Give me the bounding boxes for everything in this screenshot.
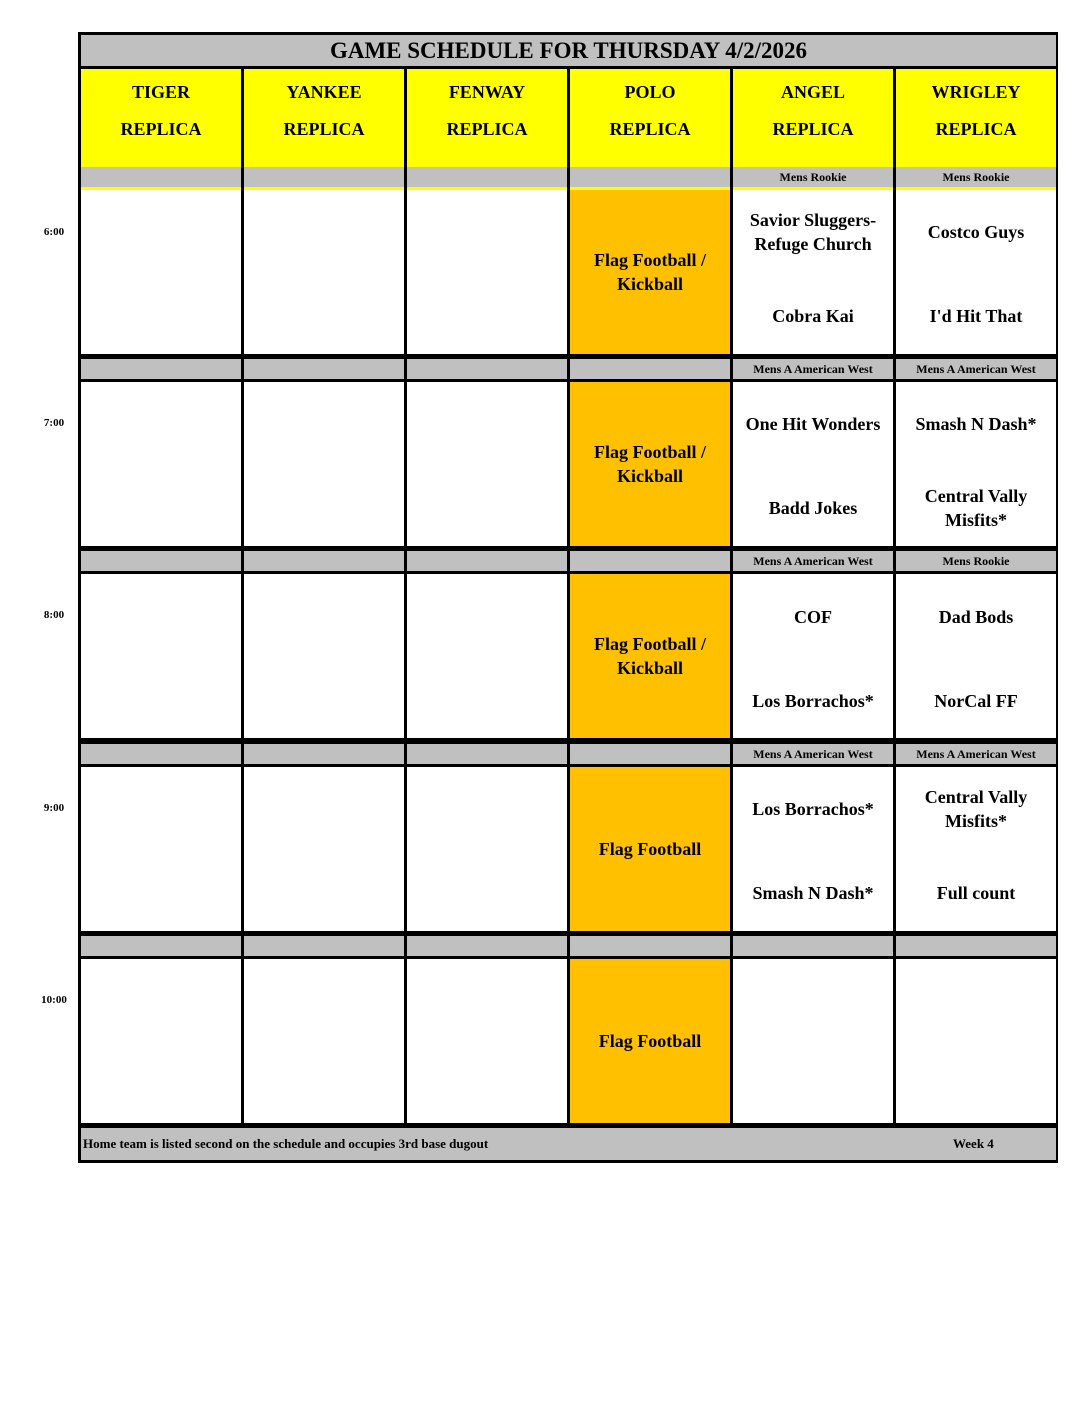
- field-name: POLO: [624, 82, 676, 102]
- division-band: [81, 744, 241, 764]
- division-label: Mens A American West: [733, 359, 893, 379]
- slot-cell: [407, 959, 567, 1123]
- field-name: FENWAY: [448, 82, 526, 102]
- field-name: WRIGLEY: [931, 82, 1021, 102]
- game-cell-wrigley: [896, 574, 1056, 738]
- home-team: Central Vally Misfits*: [924, 486, 1028, 530]
- home-team: Los Borrachos*: [752, 691, 874, 711]
- time-label: 10:00: [41, 994, 67, 1006]
- time-label: 9:00: [43, 802, 65, 814]
- division-band: [570, 167, 730, 187]
- division-label: Mens A American West: [896, 744, 1056, 764]
- time-label: 6:00: [43, 226, 65, 238]
- division-band: [570, 359, 730, 379]
- slot-cell: [407, 190, 567, 354]
- slot-cell: [81, 382, 241, 546]
- time-label: 8:00: [43, 609, 65, 621]
- slot-cell: [244, 959, 404, 1123]
- division-band: [81, 551, 241, 571]
- field-sub: REPLICA: [283, 119, 365, 139]
- slot-cell: [896, 959, 1056, 1123]
- away-team: One Hit Wonders: [745, 414, 881, 434]
- polo-activity: Flag Football / Kickball: [570, 382, 730, 546]
- slot-cell: [244, 574, 404, 738]
- division-band: [81, 936, 241, 956]
- slot-cell: [81, 959, 241, 1123]
- division-band: [244, 744, 404, 764]
- division-band: [407, 359, 567, 379]
- field-name: YANKEE: [286, 82, 362, 102]
- division-label: Mens A American West: [733, 551, 893, 571]
- home-team: Cobra Kai: [772, 306, 854, 326]
- division-band: [407, 744, 567, 764]
- slot-cell: [244, 767, 404, 931]
- field-sub: REPLICA: [609, 119, 691, 139]
- away-team: Smash N Dash*: [915, 414, 1037, 434]
- home-team: Smash N Dash*: [752, 883, 874, 903]
- division-band: [733, 936, 893, 956]
- game-cell-wrigley: [896, 767, 1056, 931]
- game-cell-angel: [733, 767, 893, 931]
- division-band: [81, 167, 241, 187]
- division-band: [896, 936, 1056, 956]
- division-label: Mens A American West: [896, 359, 1056, 379]
- week-label: Week 4: [953, 1136, 994, 1151]
- field-sub: REPLICA: [446, 119, 528, 139]
- game-cell-angel: [733, 382, 893, 546]
- division-band: [244, 167, 404, 187]
- polo-activity: Flag Football / Kickball: [570, 190, 730, 354]
- home-team: Full count: [936, 883, 1016, 903]
- game-cell-wrigley: [896, 382, 1056, 546]
- field-sub: REPLICA: [772, 119, 854, 139]
- away-team: Costco Guys: [927, 222, 1025, 242]
- game-cell-wrigley: [896, 190, 1056, 354]
- game-cell-angel: [733, 574, 893, 738]
- slot-cell: [407, 574, 567, 738]
- away-team: Los Borrachos*: [752, 799, 874, 819]
- division-band: [570, 551, 730, 571]
- field-sub: REPLICA: [120, 119, 202, 139]
- division-band: [244, 359, 404, 379]
- slot-cell: [244, 382, 404, 546]
- slot-cell: [244, 190, 404, 354]
- division-band: [570, 936, 730, 956]
- polo-activity: Flag Football: [570, 767, 730, 931]
- page-title: GAME SCHEDULE FOR THURSDAY 4/2/2026: [81, 35, 1056, 66]
- division-label: Mens Rookie: [733, 167, 893, 187]
- slot-cell: [407, 767, 567, 931]
- slot-cell: [407, 382, 567, 546]
- slot-cell: [81, 190, 241, 354]
- home-team: Badd Jokes: [768, 498, 858, 518]
- game-cell-angel: [733, 190, 893, 354]
- division-label: Mens Rookie: [896, 167, 1056, 187]
- away-team: COF: [794, 607, 832, 627]
- division-band: [407, 551, 567, 571]
- away-team: Central Vally Misfits*: [924, 787, 1028, 831]
- footer-bar: [81, 1128, 1056, 1160]
- polo-activity: Flag Football / Kickball: [570, 574, 730, 738]
- field-name: ANGEL: [780, 82, 845, 102]
- slot-cell: [733, 959, 893, 1123]
- time-column: [0, 0, 78, 1408]
- division-band: [570, 744, 730, 764]
- time-label: 7:00: [43, 417, 65, 429]
- division-label: Mens A American West: [733, 744, 893, 764]
- schedule-grid: [78, 32, 1058, 1163]
- home-team: I'd Hit That: [929, 306, 1023, 326]
- division-band: [244, 936, 404, 956]
- field-sub: REPLICA: [935, 119, 1017, 139]
- away-team: Dad Bods: [938, 607, 1014, 627]
- division-band: [81, 359, 241, 379]
- division-band: [407, 167, 567, 187]
- division-band: [244, 551, 404, 571]
- slot-cell: [81, 574, 241, 738]
- field-name: TIGER: [131, 82, 191, 102]
- footer-note: Home team is listed second on the schedule and occupies 3rd base dugout: [83, 1136, 489, 1151]
- division-label: Mens Rookie: [896, 551, 1056, 571]
- away-team: Savior Sluggers-Refuge Church: [749, 210, 877, 254]
- slot-cell: [81, 767, 241, 931]
- polo-activity: Flag Football: [570, 959, 730, 1123]
- division-band: [407, 936, 567, 956]
- home-team: NorCal FF: [934, 691, 1018, 711]
